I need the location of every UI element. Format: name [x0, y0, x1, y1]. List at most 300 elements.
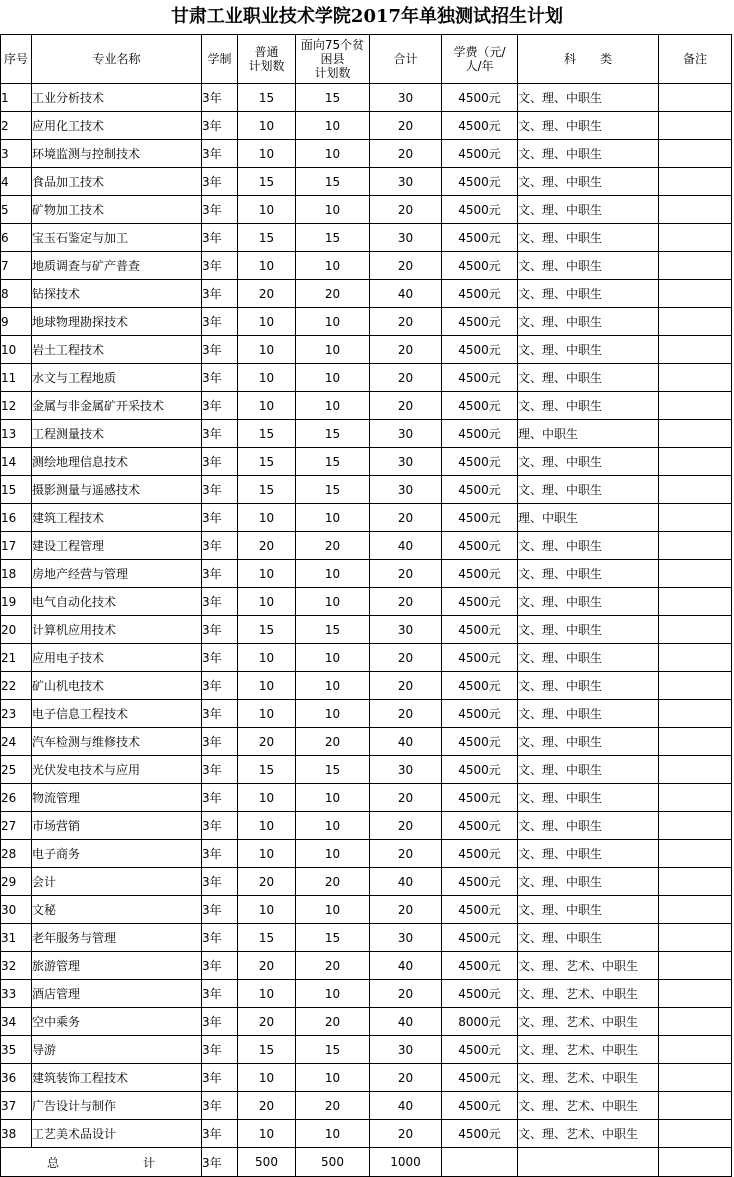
row-total: 20	[370, 812, 442, 840]
row-major: 计算机应用技术	[32, 616, 202, 644]
row-major: 物流管理	[32, 784, 202, 812]
header-years: 学制	[202, 35, 238, 84]
row-major: 电子商务	[32, 840, 202, 868]
row-major: 矿山机电技术	[32, 672, 202, 700]
row-poor: 20	[296, 952, 370, 980]
row-total: 30	[370, 756, 442, 784]
row-years: 3年	[202, 476, 238, 504]
row-poor: 10	[296, 196, 370, 224]
row-category: 文、理、中职生	[518, 644, 659, 672]
row-total: 20	[370, 672, 442, 700]
row-no: 24	[1, 728, 32, 756]
row-no: 26	[1, 784, 32, 812]
row-category: 文、理、中职生	[518, 672, 659, 700]
table-row	[1, 644, 732, 672]
header-general-line2: 计划数	[248, 59, 285, 73]
table-row	[1, 1120, 732, 1148]
row-general: 10	[238, 392, 296, 420]
table-body	[1, 84, 732, 1148]
row-years: 3年	[202, 1064, 238, 1092]
row-years: 3年	[202, 280, 238, 308]
row-poor: 10	[296, 784, 370, 812]
row-years: 3年	[202, 588, 238, 616]
row-fee: 4500元	[442, 980, 518, 1008]
row-poor: 10	[296, 1120, 370, 1148]
row-major: 市场营销	[32, 812, 202, 840]
row-note	[659, 1092, 732, 1120]
row-poor: 10	[296, 112, 370, 140]
row-note	[659, 196, 732, 224]
row-general: 10	[238, 308, 296, 336]
header-note: 备注	[659, 35, 732, 84]
row-total: 20	[370, 308, 442, 336]
row-poor: 15	[296, 924, 370, 952]
row-years: 3年	[202, 252, 238, 280]
row-fee: 4500元	[442, 616, 518, 644]
row-years: 3年	[202, 728, 238, 756]
row-total: 30	[370, 168, 442, 196]
row-years: 3年	[202, 392, 238, 420]
row-category: 文、理、中职生	[518, 112, 659, 140]
row-no: 1	[1, 84, 32, 112]
table-row	[1, 1064, 732, 1092]
row-fee: 4500元	[442, 196, 518, 224]
row-general: 10	[238, 196, 296, 224]
row-general: 15	[238, 420, 296, 448]
row-poor: 20	[296, 1008, 370, 1036]
row-no: 11	[1, 364, 32, 392]
row-total: 30	[370, 924, 442, 952]
row-major: 地球物理勘探技术	[32, 308, 202, 336]
row-poor: 10	[296, 364, 370, 392]
header-category: 科 类	[518, 35, 659, 84]
table-row	[1, 504, 732, 532]
row-note	[659, 1120, 732, 1148]
row-no: 21	[1, 644, 32, 672]
row-fee: 4500元	[442, 672, 518, 700]
row-major: 广告设计与制作	[32, 1092, 202, 1120]
header-poor-county	[296, 35, 370, 84]
row-total: 30	[370, 420, 442, 448]
row-no: 34	[1, 1008, 32, 1036]
sheet-title: 甘肃工业职业技术学院2017年单独测试招生计划	[170, 6, 564, 27]
enrollment-plan-table	[0, 34, 732, 1177]
row-note	[659, 1008, 732, 1036]
row-years: 3年	[202, 196, 238, 224]
row-total: 40	[370, 1092, 442, 1120]
row-category: 文、理、中职生	[518, 896, 659, 924]
row-no: 35	[1, 1036, 32, 1064]
row-category: 理、中职生	[518, 504, 659, 532]
row-category: 文、理、艺术、中职生	[518, 1064, 659, 1092]
row-no: 5	[1, 196, 32, 224]
row-total: 30	[370, 448, 442, 476]
row-note	[659, 112, 732, 140]
row-category: 文、理、艺术、中职生	[518, 1008, 659, 1036]
row-years: 3年	[202, 1092, 238, 1120]
row-poor: 10	[296, 252, 370, 280]
total-category	[518, 1148, 659, 1177]
row-fee: 4500元	[442, 112, 518, 140]
row-major: 矿物加工技术	[32, 196, 202, 224]
row-general: 15	[238, 168, 296, 196]
row-major: 环境监测与控制技术	[32, 140, 202, 168]
row-total: 20	[370, 896, 442, 924]
row-note	[659, 756, 732, 784]
table-row	[1, 812, 732, 840]
row-fee: 4500元	[442, 1092, 518, 1120]
row-major: 宝玉石鉴定与加工	[32, 224, 202, 252]
row-poor: 15	[296, 84, 370, 112]
row-category: 文、理、中职生	[518, 812, 659, 840]
row-years: 3年	[202, 980, 238, 1008]
row-poor: 10	[296, 644, 370, 672]
row-general: 10	[238, 1064, 296, 1092]
row-note	[659, 420, 732, 448]
header-poor-line3: 计划数	[314, 66, 351, 80]
table-row	[1, 196, 732, 224]
row-fee: 4500元	[442, 1036, 518, 1064]
row-fee: 4500元	[442, 644, 518, 672]
row-no: 22	[1, 672, 32, 700]
row-general: 15	[238, 616, 296, 644]
row-no: 2	[1, 112, 32, 140]
row-category: 文、理、中职生	[518, 588, 659, 616]
row-category: 文、理、中职生	[518, 756, 659, 784]
row-category: 文、理、中职生	[518, 868, 659, 896]
header-no: 序号	[1, 35, 32, 84]
row-category: 文、理、中职生	[518, 364, 659, 392]
table-row	[1, 1092, 732, 1120]
row-years: 3年	[202, 140, 238, 168]
row-fee: 4500元	[442, 700, 518, 728]
row-general: 20	[238, 952, 296, 980]
row-general: 10	[238, 1120, 296, 1148]
row-total: 20	[370, 1120, 442, 1148]
row-poor: 10	[296, 896, 370, 924]
row-total: 40	[370, 280, 442, 308]
row-no: 33	[1, 980, 32, 1008]
row-years: 3年	[202, 560, 238, 588]
header-general-line1: 普通	[254, 45, 279, 59]
row-major: 工程测量技术	[32, 420, 202, 448]
row-general: 20	[238, 1092, 296, 1120]
header-fee-line1: 学费（元/	[453, 45, 506, 59]
row-no: 6	[1, 224, 32, 252]
row-note	[659, 392, 732, 420]
row-no: 18	[1, 560, 32, 588]
row-years: 3年	[202, 812, 238, 840]
row-total: 30	[370, 224, 442, 252]
row-category: 理、中职生	[518, 420, 659, 448]
row-general: 20	[238, 532, 296, 560]
table-row	[1, 700, 732, 728]
row-years: 3年	[202, 168, 238, 196]
row-category: 文、理、中职生	[518, 252, 659, 280]
header-general	[238, 35, 296, 84]
table-row	[1, 1008, 732, 1036]
row-total: 20	[370, 392, 442, 420]
row-category: 文、理、艺术、中职生	[518, 1036, 659, 1064]
row-note	[659, 84, 732, 112]
row-general: 20	[238, 728, 296, 756]
row-fee: 4500元	[442, 588, 518, 616]
row-major: 电子信息工程技术	[32, 700, 202, 728]
row-general: 15	[238, 476, 296, 504]
table-row	[1, 868, 732, 896]
table-row	[1, 952, 732, 980]
row-category: 文、理、中职生	[518, 392, 659, 420]
table-row	[1, 168, 732, 196]
row-category: 文、理、中职生	[518, 224, 659, 252]
row-years: 3年	[202, 896, 238, 924]
row-fee: 4500元	[442, 756, 518, 784]
row-poor: 15	[296, 448, 370, 476]
total-label-cell	[1, 1148, 202, 1177]
row-general: 10	[238, 840, 296, 868]
row-major: 岩土工程技术	[32, 336, 202, 364]
row-note	[659, 588, 732, 616]
row-total: 20	[370, 364, 442, 392]
total-sum: 1000	[370, 1148, 442, 1177]
row-years: 3年	[202, 756, 238, 784]
row-total: 20	[370, 840, 442, 868]
row-major: 地质调查与矿产普查	[32, 252, 202, 280]
row-general: 15	[238, 224, 296, 252]
row-no: 37	[1, 1092, 32, 1120]
row-poor: 10	[296, 672, 370, 700]
table-row	[1, 140, 732, 168]
row-years: 3年	[202, 868, 238, 896]
row-major: 电气自动化技术	[32, 588, 202, 616]
row-general: 20	[238, 1008, 296, 1036]
row-category: 文、理、中职生	[518, 728, 659, 756]
row-no: 4	[1, 168, 32, 196]
row-no: 20	[1, 616, 32, 644]
row-general: 15	[238, 756, 296, 784]
row-poor: 10	[296, 1064, 370, 1092]
row-no: 38	[1, 1120, 32, 1148]
table-row	[1, 308, 732, 336]
row-total: 20	[370, 196, 442, 224]
row-years: 3年	[202, 1120, 238, 1148]
header-poor-line1: 面向75个贫	[300, 38, 365, 52]
row-general: 10	[238, 504, 296, 532]
row-years: 3年	[202, 700, 238, 728]
row-fee: 4500元	[442, 84, 518, 112]
table-row	[1, 84, 732, 112]
row-major: 老年服务与管理	[32, 924, 202, 952]
row-years: 3年	[202, 336, 238, 364]
table-row	[1, 252, 732, 280]
row-general: 10	[238, 812, 296, 840]
row-fee: 4500元	[442, 504, 518, 532]
row-total: 20	[370, 336, 442, 364]
table-row	[1, 784, 732, 812]
row-fee: 4500元	[442, 308, 518, 336]
row-poor: 10	[296, 560, 370, 588]
row-fee: 4500元	[442, 1064, 518, 1092]
table-row	[1, 616, 732, 644]
row-note	[659, 896, 732, 924]
row-no: 29	[1, 868, 32, 896]
row-total: 20	[370, 588, 442, 616]
row-note	[659, 616, 732, 644]
table-row	[1, 476, 732, 504]
row-major: 食品加工技术	[32, 168, 202, 196]
row-fee: 4500元	[442, 784, 518, 812]
row-total: 40	[370, 868, 442, 896]
row-major: 会计	[32, 868, 202, 896]
row-total: 30	[370, 616, 442, 644]
table-row	[1, 560, 732, 588]
row-note	[659, 952, 732, 980]
row-major: 工艺美术品设计	[32, 1120, 202, 1148]
row-years: 3年	[202, 644, 238, 672]
row-note	[659, 980, 732, 1008]
row-note	[659, 532, 732, 560]
row-years: 3年	[202, 420, 238, 448]
row-years: 3年	[202, 448, 238, 476]
table-row	[1, 364, 732, 392]
row-poor: 15	[296, 168, 370, 196]
table-row	[1, 392, 732, 420]
row-no: 17	[1, 532, 32, 560]
row-no: 23	[1, 700, 32, 728]
row-general: 15	[238, 924, 296, 952]
row-major: 文秘	[32, 896, 202, 924]
row-total: 20	[370, 700, 442, 728]
row-years: 3年	[202, 84, 238, 112]
row-fee: 4500元	[442, 728, 518, 756]
table-row	[1, 896, 732, 924]
total-label-right: 计	[142, 1155, 155, 1170]
row-category: 文、理、中职生	[518, 308, 659, 336]
row-poor: 15	[296, 1036, 370, 1064]
row-major: 水文与工程地质	[32, 364, 202, 392]
table-row	[1, 336, 732, 364]
row-category: 文、理、艺术、中职生	[518, 952, 659, 980]
row-no: 8	[1, 280, 32, 308]
row-general: 15	[238, 1036, 296, 1064]
row-years: 3年	[202, 224, 238, 252]
row-major: 工业分析技术	[32, 84, 202, 112]
header-total: 合计	[370, 35, 442, 84]
table-row	[1, 980, 732, 1008]
row-general: 10	[238, 336, 296, 364]
row-note	[659, 140, 732, 168]
row-note	[659, 728, 732, 756]
row-general: 10	[238, 700, 296, 728]
row-major: 旅游管理	[32, 952, 202, 980]
row-total: 20	[370, 112, 442, 140]
row-total: 20	[370, 252, 442, 280]
row-major: 金属与非金属矿开采技术	[32, 392, 202, 420]
row-no: 13	[1, 420, 32, 448]
row-no: 3	[1, 140, 32, 168]
row-years: 3年	[202, 952, 238, 980]
row-major: 光伏发电技术与应用	[32, 756, 202, 784]
row-general: 10	[238, 644, 296, 672]
row-no: 27	[1, 812, 32, 840]
row-years: 3年	[202, 840, 238, 868]
row-major: 汽车检测与维修技术	[32, 728, 202, 756]
row-poor: 10	[296, 308, 370, 336]
row-general: 10	[238, 112, 296, 140]
table-row	[1, 672, 732, 700]
row-general: 15	[238, 84, 296, 112]
table-row	[1, 728, 732, 756]
row-poor: 20	[296, 532, 370, 560]
row-note	[659, 644, 732, 672]
row-total: 30	[370, 476, 442, 504]
total-row	[1, 1148, 732, 1177]
row-category: 文、理、中职生	[518, 616, 659, 644]
row-total: 40	[370, 952, 442, 980]
row-general: 10	[238, 588, 296, 616]
row-fee: 4500元	[442, 476, 518, 504]
row-years: 3年	[202, 1036, 238, 1064]
row-note	[659, 1064, 732, 1092]
row-major: 导游	[32, 1036, 202, 1064]
row-years: 3年	[202, 784, 238, 812]
row-years: 3年	[202, 112, 238, 140]
table-row	[1, 280, 732, 308]
row-poor: 10	[296, 980, 370, 1008]
row-category: 文、理、中职生	[518, 476, 659, 504]
row-no: 28	[1, 840, 32, 868]
row-note	[659, 224, 732, 252]
row-general: 10	[238, 364, 296, 392]
row-note	[659, 476, 732, 504]
row-fee: 4500元	[442, 280, 518, 308]
table-row	[1, 1036, 732, 1064]
row-poor: 15	[296, 476, 370, 504]
row-poor: 20	[296, 1092, 370, 1120]
row-category: 文、理、中职生	[518, 532, 659, 560]
row-fee: 4500元	[442, 868, 518, 896]
row-category: 文、理、中职生	[518, 168, 659, 196]
row-major: 钻探技术	[32, 280, 202, 308]
row-general: 10	[238, 980, 296, 1008]
row-fee: 4500元	[442, 224, 518, 252]
row-poor: 15	[296, 420, 370, 448]
row-total: 40	[370, 532, 442, 560]
row-fee: 4500元	[442, 924, 518, 952]
row-fee: 4500元	[442, 812, 518, 840]
total-fee	[442, 1148, 518, 1177]
row-total: 30	[370, 1036, 442, 1064]
row-fee: 4500元	[442, 448, 518, 476]
row-no: 31	[1, 924, 32, 952]
row-category: 文、理、中职生	[518, 196, 659, 224]
row-fee: 4500元	[442, 392, 518, 420]
row-general: 15	[238, 448, 296, 476]
table-row	[1, 756, 732, 784]
row-poor: 10	[296, 392, 370, 420]
row-note	[659, 672, 732, 700]
table-row	[1, 224, 732, 252]
row-note	[659, 168, 732, 196]
row-general: 10	[238, 896, 296, 924]
row-poor: 20	[296, 868, 370, 896]
row-poor: 15	[296, 756, 370, 784]
row-major: 建设工程管理	[32, 532, 202, 560]
row-total: 40	[370, 728, 442, 756]
row-fee: 4500元	[442, 1120, 518, 1148]
row-total: 20	[370, 784, 442, 812]
row-no: 15	[1, 476, 32, 504]
